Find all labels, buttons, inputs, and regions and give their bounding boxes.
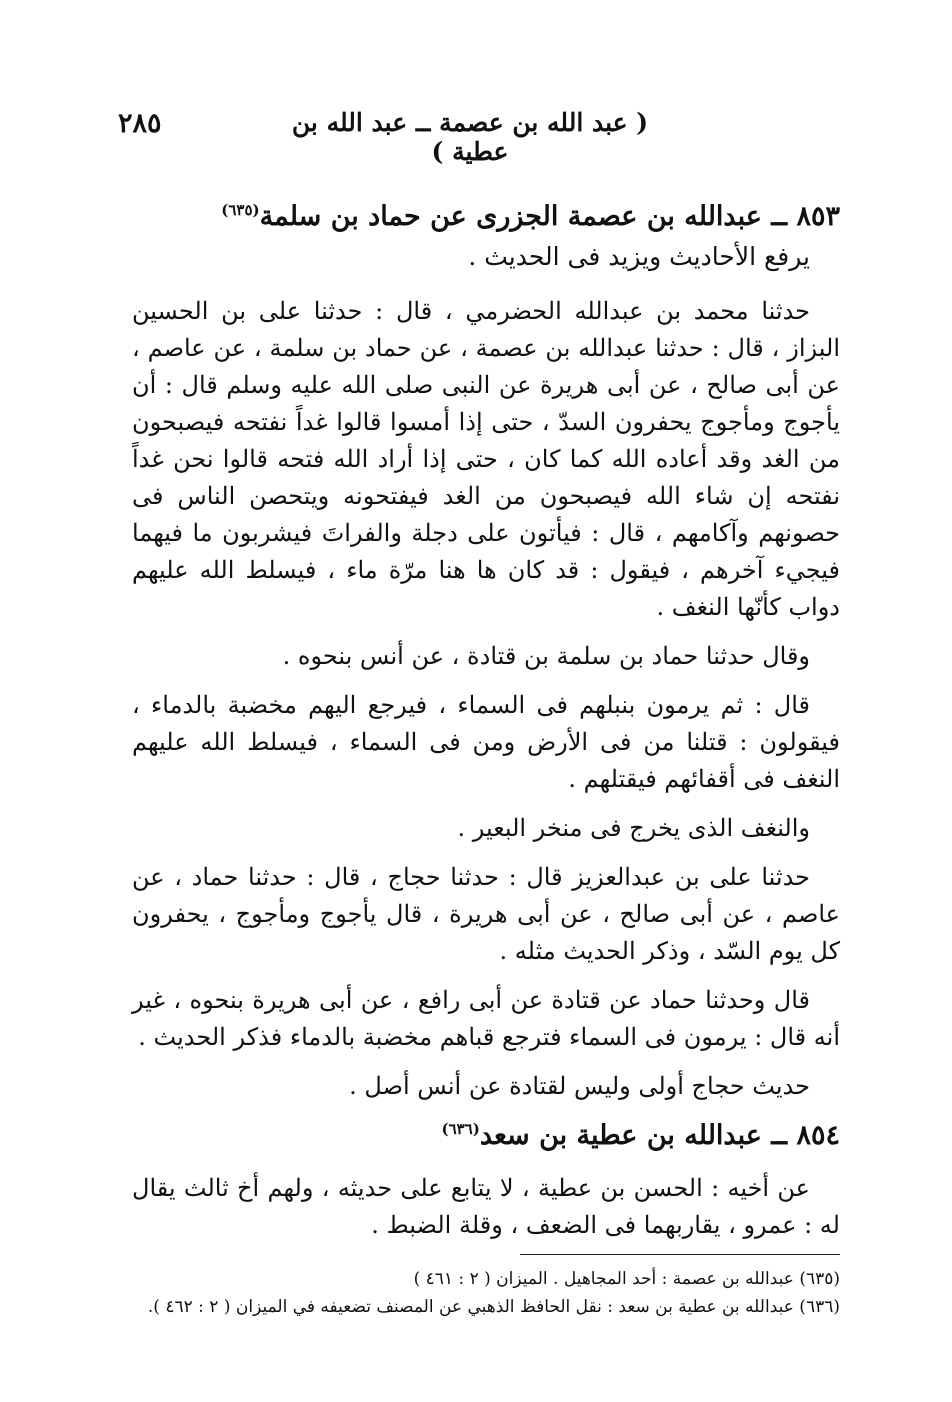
entry-853-title: ٨٥٣ ــ عبدالله بن عصمة الجزرى عن حماد بن سلمة [259, 201, 840, 232]
page-header [0, 108, 952, 166]
hadith-paragraph-6: قال وحدثنا حماد عن قتادة عن أبى رافع ، عن أبى هريرة بنحوه ، غير أنه قال : يرمون فى السماء فترجع قباهم مخضبة بالدماء فذكر الحديث . [132, 986, 840, 1051]
entry-853-description: يرفع الأحاديث ويزيد فى الحديث . [468, 242, 810, 271]
hadith-paragraph-4: والنغف الذى يخرج فى منخر البعير . [457, 814, 810, 842]
page-body [132, 190, 840, 1321]
footnote-635: (٦٣٥) عبدالله بن عصمة : أحد المجاهيل . الميزان ( ٢ : ٤٦١ ) [413, 1269, 840, 1289]
footnote-636: (٦٣٦) عبدالله بن عطية بن سعد : نقل الحافظ الذهبي عن المصنف تضعيفه في الميزان ( ٢ : ٤٦٢ ). [147, 1297, 840, 1317]
page-number: ٢٨٥ [118, 108, 162, 139]
hadith-paragraph-3: قال : ثم يرمون بنبلهم فى السماء ، فيرجع اليهم مخضبة بالدماء ، فيقولون : قتلنا من فى الأرض ومن فى السماء ، فيسلط الله عليهم النغف فى أقفائهم فيقتلهم . [132, 691, 840, 793]
hadith-paragraph-5: حدثنا على بن عبدالعزيز قال : حدثنا حجاج ، قال : حدثنا حماد ، عن عاصم ، عن أبى صالح ، عن أبى هريرة ، قال يأجوج ومأجوج ، يحفرون كل يوم السّد ، وذكر الحديث مثله . [132, 863, 840, 965]
running-title: ( عبد الله بن عصمة ــ عبد الله بن عطية ) [291, 108, 649, 166]
footnote-divider [520, 1254, 840, 1255]
entry-854-description: عن أخيه : الحسن بن عطية ، لا يتابع على حديثه ، ولهم أخ ثالث يقال له : عمرو ، يقاربهما فى الضعف ، وقلة الضبط . [132, 1174, 840, 1239]
footnote-ref-635[interactable]: (٦٣٥) [221, 201, 260, 219]
hadith-paragraph-7: حديث حجاج أولى وليس لقتادة عن أنس أصل . [349, 1072, 810, 1100]
footnote-ref-636[interactable]: (٦٣٦) [441, 1120, 480, 1138]
hadith-paragraph-1: حدثنا محمد بن عبدالله الحضرمي ، قال : حدثنا على بن الحسين البزاز ، قال : حدثنا عبدالله بن عصمة ، عن حماد بن سلمة ، عن عاصم ، عن أبى صالح ، عن أبى هريرة عن النبى صلى الله عليه وسلم قال : أن يأجوج ومأجوج يحفرون السدّ ، حتى إذا أمسوا قالوا غداً نفتحه فيصبحون من الغد وقد أعاده الله كما كان ، حتى إذا أراد الله فتحه قالوا نحن غداً نفتحه إن شاء الله فيصبحون من الغد فيفتحونه ويتحصن الناس فى حصونهم وآكامهم ، قال : فيأتون على دجلة والفراتَ فيشربون ما فيهما فيجيء آخرهم ، فيقول : قد كان ها هنا مرّة ماء ، فيسلط الله عليهم دواب كأنّها النغف . [132, 297, 840, 621]
entry-854-title: ٨٥٤ ــ عبدالله بن عطية بن سعد [479, 1120, 840, 1151]
entry-853-heading [132, 190, 840, 237]
entry-854-heading [132, 1109, 840, 1156]
hadith-paragraph-2: وقال حدثنا حماد بن سلمة بن قتادة ، عن أنس بنحوه . [282, 642, 810, 670]
